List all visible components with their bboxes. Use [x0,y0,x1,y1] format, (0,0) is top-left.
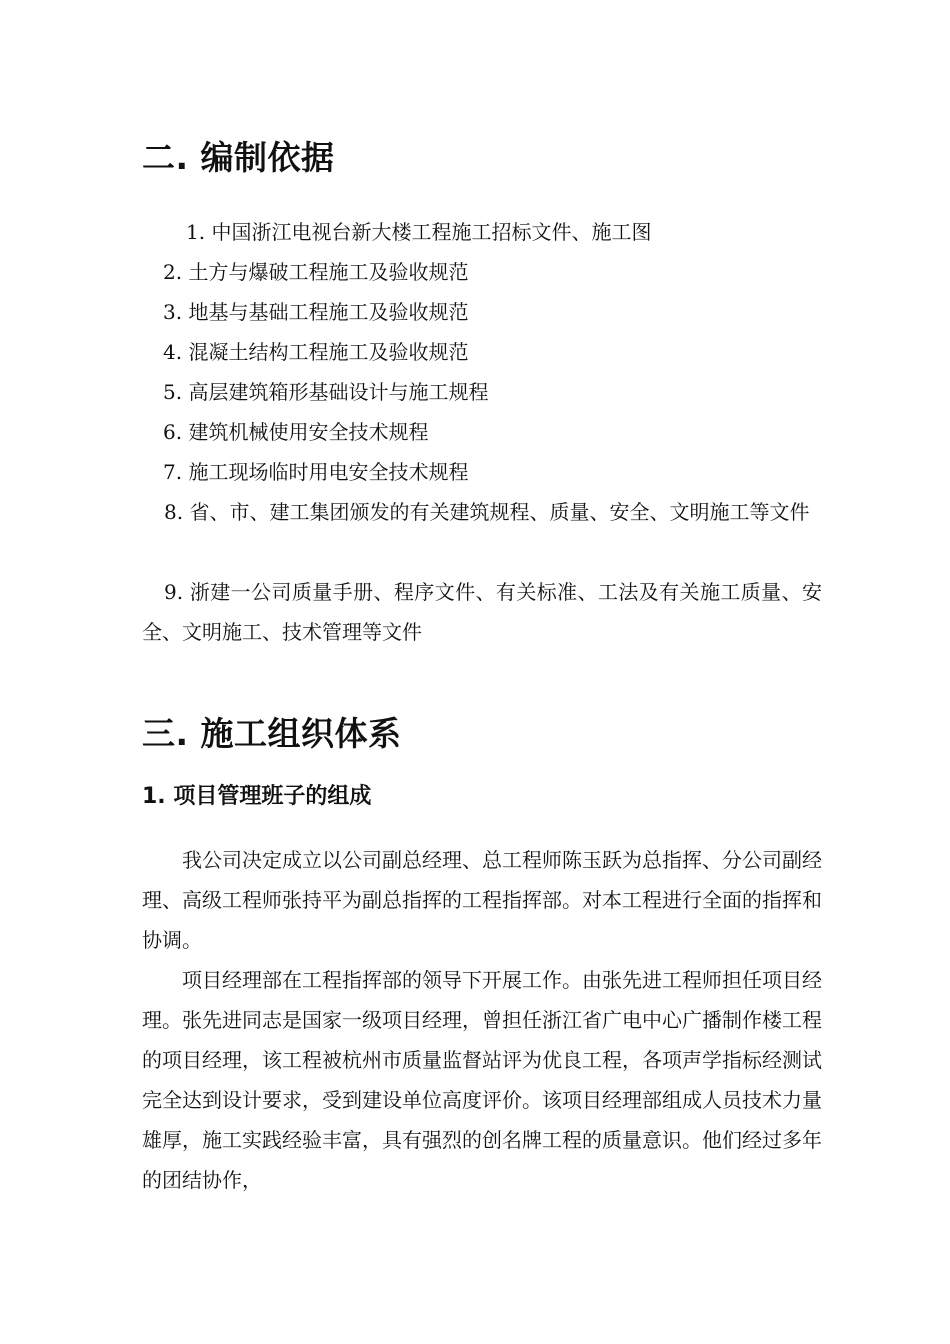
list-item: 9. 浙建一公司质量手册、程序文件、有关标准、工法及有关施工质量、安全、文明施工、技术管理等文件 [142,580,822,644]
list-item: 4. 混凝土结构工程施工及验收规范 [163,340,469,364]
list-item: 1. 中国浙江电视台新大楼工程施工招标文件、施工图 [186,220,652,244]
list-item: 7. 施工现场临时用电安全技术规程 [163,460,469,484]
list-item: 3. 地基与基础工程施工及验收规范 [163,300,469,324]
list-item: 5. 高层建筑箱形基础设计与施工规程 [163,380,489,404]
section-heading-basis: 二. 编制依据 [142,138,335,177]
body-paragraph: 项目经理部在工程指挥部的领导下开展工作。由张先进工程师担任项目经理。张先进同志是国家一级项目经理，曾担任浙江省广电中心广播制作楼工程的项目经理，该工程被杭州市质量监督站评为优良工程，各项声学指标经测试完全达到设计要求，受到建设单位高度评价。该项目经理部组成人员技术力量雄厚，施工实践经验丰富，具有强烈的创名牌工程的质量意识。他们经过多年的团结协作， [142,968,822,1192]
list-item: 2. 土方与爆破工程施工及验收规范 [163,260,469,284]
list-item: 8. 省、市、建工集团颁发的有关建筑规程、质量、安全、文明施工等文件 [164,500,810,524]
body-paragraph: 我公司决定成立以公司副总经理、总工程师陈玉跃为总指挥、分公司副经理、高级工程师张持平为副总指挥的工程指挥部。对本工程进行全面的指挥和协调。 [142,848,822,952]
list-item: 6. 建筑机械使用安全技术规程 [163,420,429,444]
section-heading-organization: 三. 施工组织体系 [142,714,402,753]
subsection-heading: 1. 项目管理班子的组成 [142,784,372,809]
